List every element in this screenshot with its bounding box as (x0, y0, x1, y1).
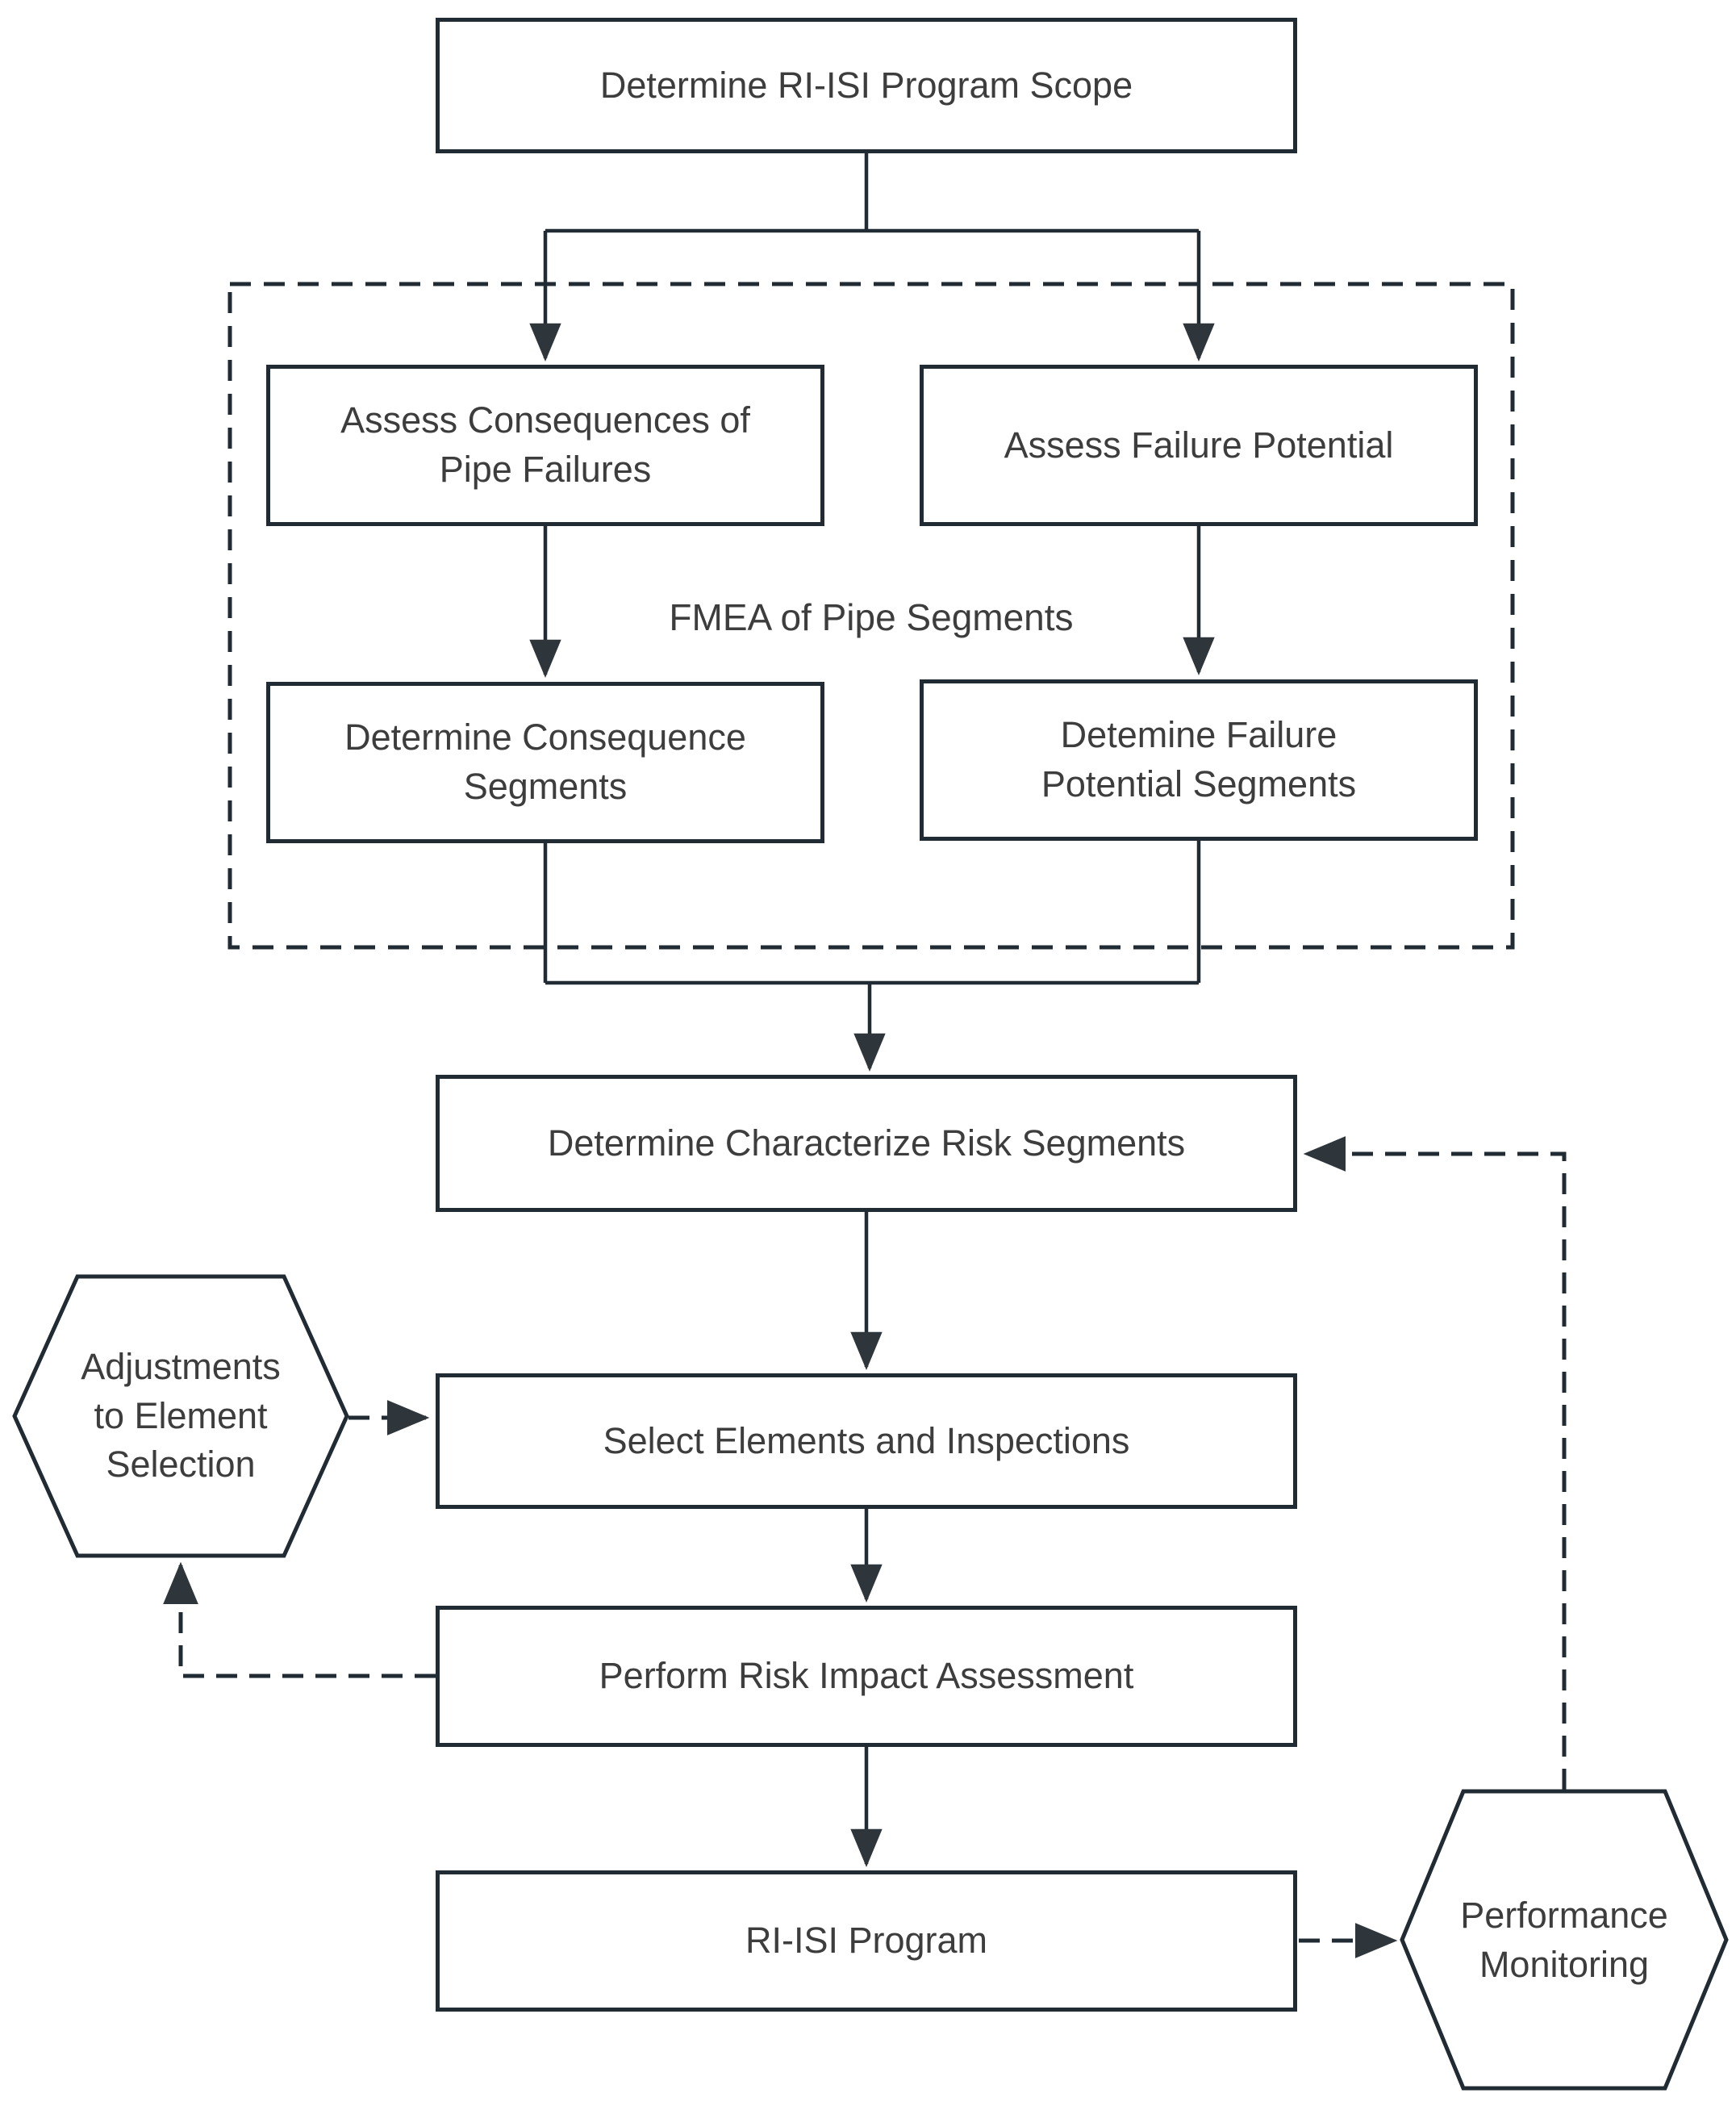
fmea-container-label: FMEA of Pipe Segments (669, 596, 1074, 638)
adjustments-hexagon-label: Adjustments to Element Selection (81, 1345, 281, 1485)
node-determine-failure-potential-segments: Detemine Failure Potential Segments (920, 679, 1478, 841)
dashed-arrow-performance-monitoring-to-characterize (1307, 1154, 1564, 1790)
node-select-elements-and-inspections: Select Elements and Inspections (436, 1373, 1297, 1509)
node-determine-ri-isi-program-scope: Determine RI-ISI Program Scope (436, 18, 1297, 153)
dashed-arrow-risk-impact-to-adjustments (181, 1565, 436, 1676)
node-ri-isi-program: RI-ISI Program (436, 1870, 1297, 2012)
node-determine-characterize-risk-segments: Determine Characterize Risk Segments (436, 1075, 1297, 1212)
node-perform-risk-impact-assessment: Perform Risk Impact Assessment (436, 1606, 1297, 1747)
node-determine-consequence-segments: Determine Consequence Segments (266, 682, 824, 843)
performance-monitoring-hexagon-label: Performance Monitoring (1460, 1895, 1668, 1985)
node-assess-consequences-of-pipe-failures: Assess Consequences of Pipe Failures (266, 365, 824, 526)
node-assess-failure-potential: Assess Failure Potential (920, 365, 1478, 526)
